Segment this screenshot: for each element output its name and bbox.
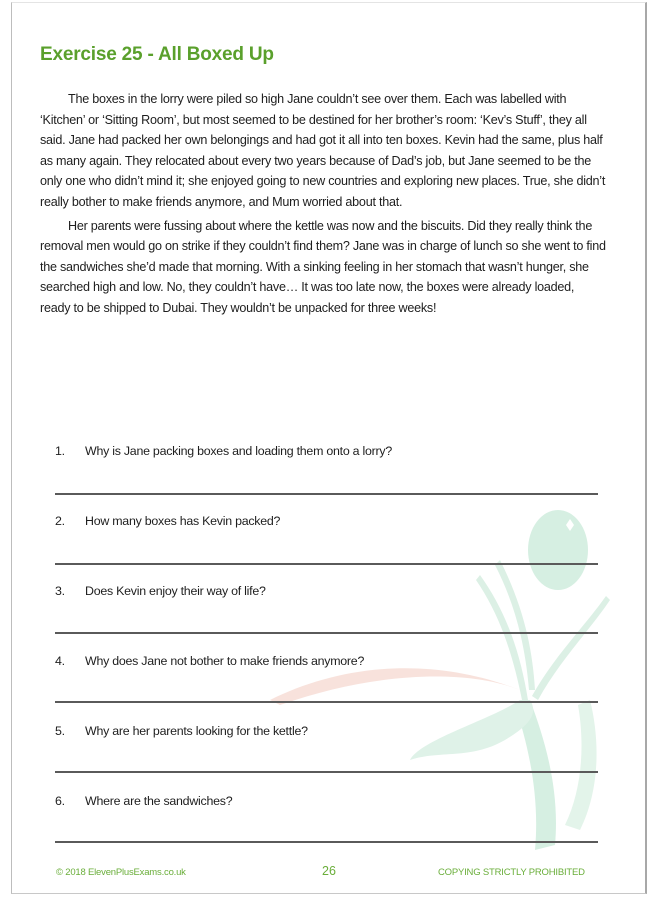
footer-copyright: © 2018 ElevenPlusExams.co.uk (56, 867, 186, 878)
question-number: 5. (55, 724, 65, 738)
question-number: 3. (55, 584, 65, 598)
question-text: Why does Jane not bother to make friends anymore? (85, 654, 365, 668)
question-2 (55, 514, 615, 528)
answer-line-6[interactable] (55, 841, 598, 843)
footer-copyright-notice: COPYING STRICTLY PROHIBITED (438, 867, 585, 878)
answer-line-3[interactable] (55, 632, 598, 634)
question-text: Where are the sandwiches? (85, 794, 233, 808)
reading-passage (40, 89, 606, 322)
answer-line-1[interactable] (55, 493, 598, 495)
answer-line-5[interactable] (55, 771, 598, 773)
question-text: Does Kevin enjoy their way of life? (85, 584, 266, 598)
question-6 (55, 794, 615, 808)
question-5 (55, 724, 615, 738)
question-number: 6. (55, 794, 65, 808)
page-number: 26 (322, 864, 336, 878)
question-4 (55, 654, 615, 668)
question-3 (55, 584, 615, 598)
passage-paragraph: The boxes in the lorry were piled so high Jane couldn’t see over them. Each was labelled with ‘Kitchen’ or ‘Sitting Room’, but most seemed to be destined for her brother’s room: ‘Kev’s Stuff’, they all said. Jane had packed her own belongings and had got it all into ten boxes. Kevin had the same, plus half as many again. They relocated about every two years because of Dad’s job, but Jane seemed to be the only one who didn’t mind it; she enjoyed going to new countries and exploring new places. True, she didn’t really bother to make friends anymore, and Mum worried about that. (40, 92, 606, 209)
answer-line-4[interactable] (55, 701, 598, 703)
question-number: 2. (55, 514, 65, 528)
question-text: Why are her parents looking for the kettle? (85, 724, 308, 738)
question-1 (55, 444, 615, 458)
exercise-title: Exercise 25 - All Boxed Up (40, 44, 274, 65)
question-text: Why is Jane packing boxes and loading them onto a lorry? (85, 444, 392, 458)
question-text: How many boxes has Kevin packed? (85, 514, 281, 528)
answer-line-2[interactable] (55, 563, 598, 565)
passage-paragraph: Her parents were fussing about where the kettle was now and the biscuits. Did they really think the removal men would go on strike if they couldn’t find them? Jane was in charge of lunch so she went to find the sandwiches she’d made that morning. With a sinking feeling in her stomach that wasn’t hunger, she searched high and low. No, they couldn’t have… It was too late now, the boxes were already loaded, ready to be shipped to Dubai. They wouldn’t be unpacked for three weeks! (40, 218, 606, 315)
question-number: 4. (55, 654, 65, 668)
question-number: 1. (55, 444, 65, 458)
